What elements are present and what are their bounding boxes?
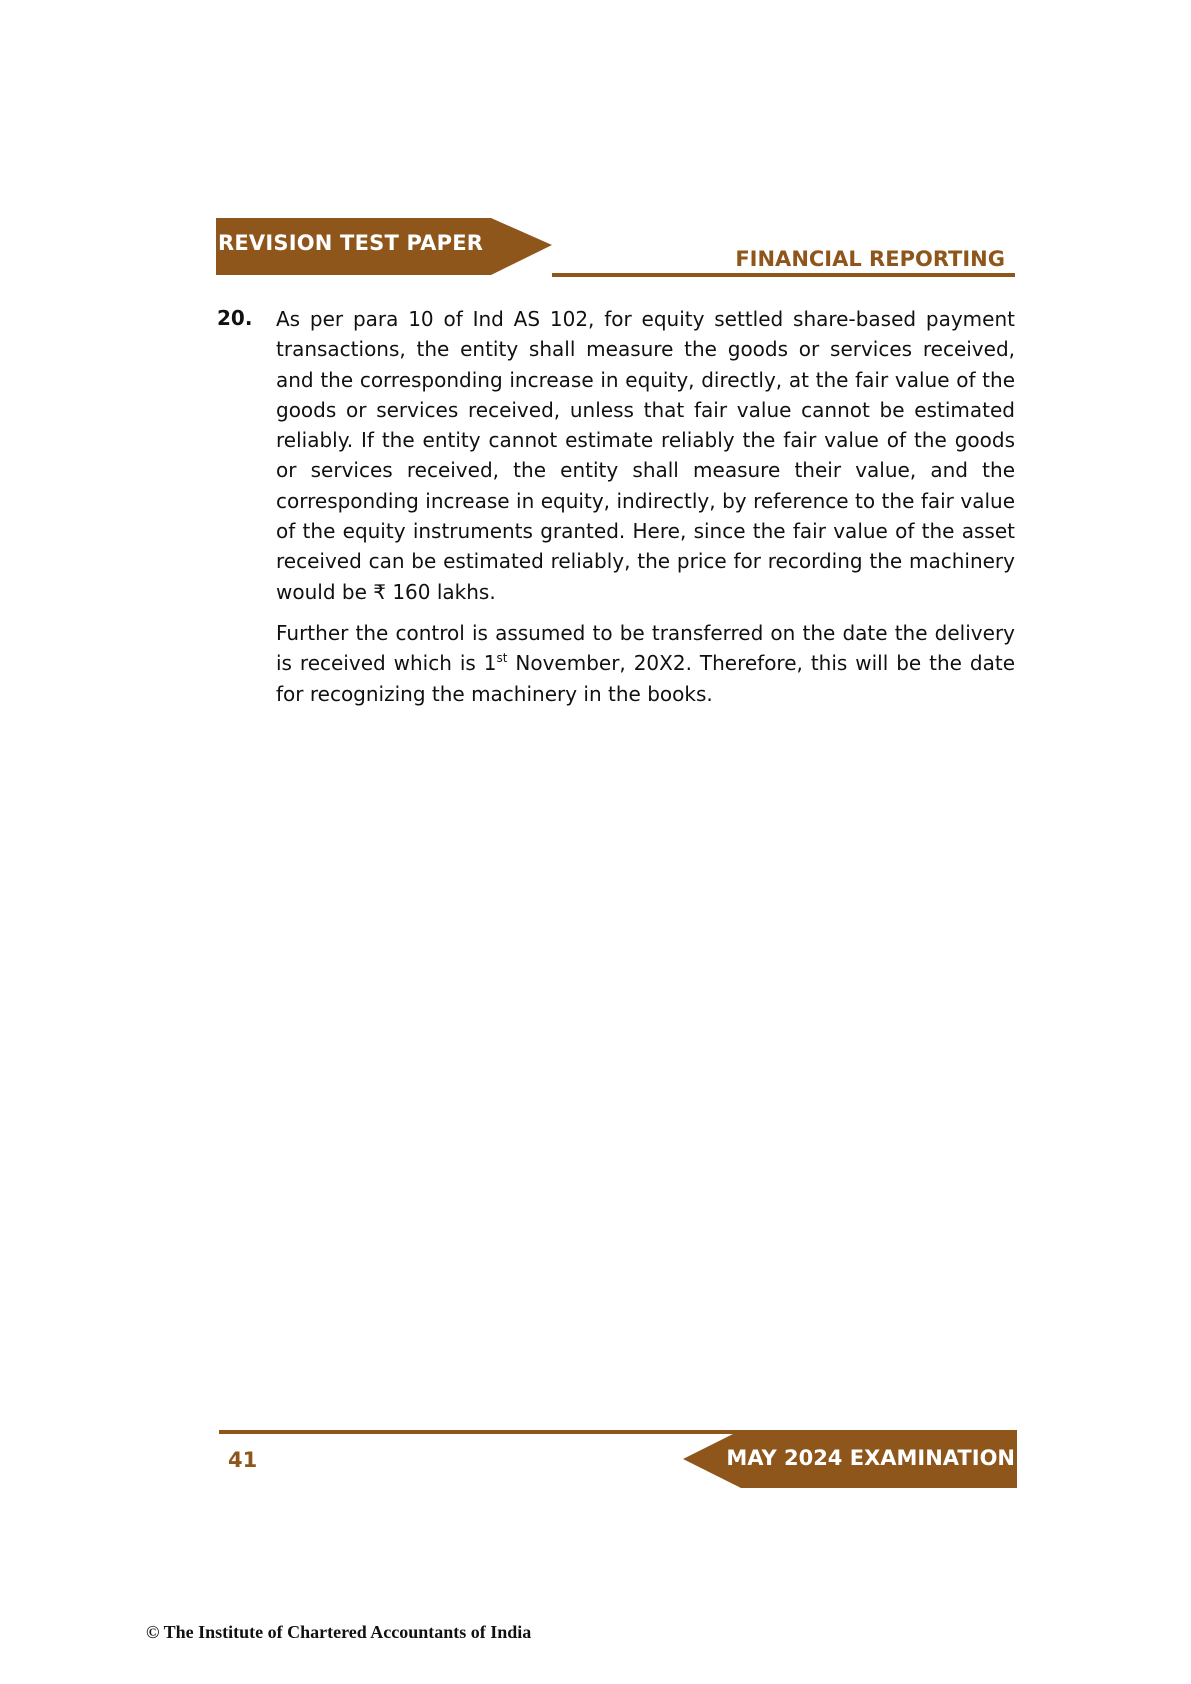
answer-paragraph-2-end: November, 20X2. Therefore, this will be the date for recognizing the machinery in the books. [276,651,1015,706]
subject-title: FINANCIAL REPORTING [735,247,1005,271]
footer-banner [683,1430,1017,1488]
ordinal-suffix: st [496,651,508,666]
answer-paragraph-2-start: Further the control is assumed to be transferred on the date the delivery is received which is 1 [276,620,1015,676]
header-banner [216,218,552,275]
page-number: 41 [228,1448,258,1472]
answer-paragraph-1: As per para 10 of Ind AS 102, for equity settled share-based payment transactions, the entity shall measure the goods or services received, and the corresponding increase in equity, directly, at the fair value of the goods or services received, unless that fair value cannot be estimated reliably. If the entity cannot estimate reliably the fair value of the goods or services received, the entity shall measure their value, and the corresponding increase in equity, indirectly, by reference to the fair value of the equity instruments granted. Here, since the fair value of the asset received can be estimated reliably, the price for recording the machinery would be ₹ 160 lakhs. [276,307,1015,604]
answer-body [276,304,1015,720]
header-banner-label: REVISION TEST PAPER [218,231,484,255]
answer-paragraph-2 [276,618,1015,709]
header-divider [552,273,1015,277]
question-number: 20. [217,306,253,330]
copyright-notice: © The Institute of Chartered Accountants of India [146,1622,532,1642]
exam-label: MAY 2024 EXAMINATION [726,1446,1015,1470]
